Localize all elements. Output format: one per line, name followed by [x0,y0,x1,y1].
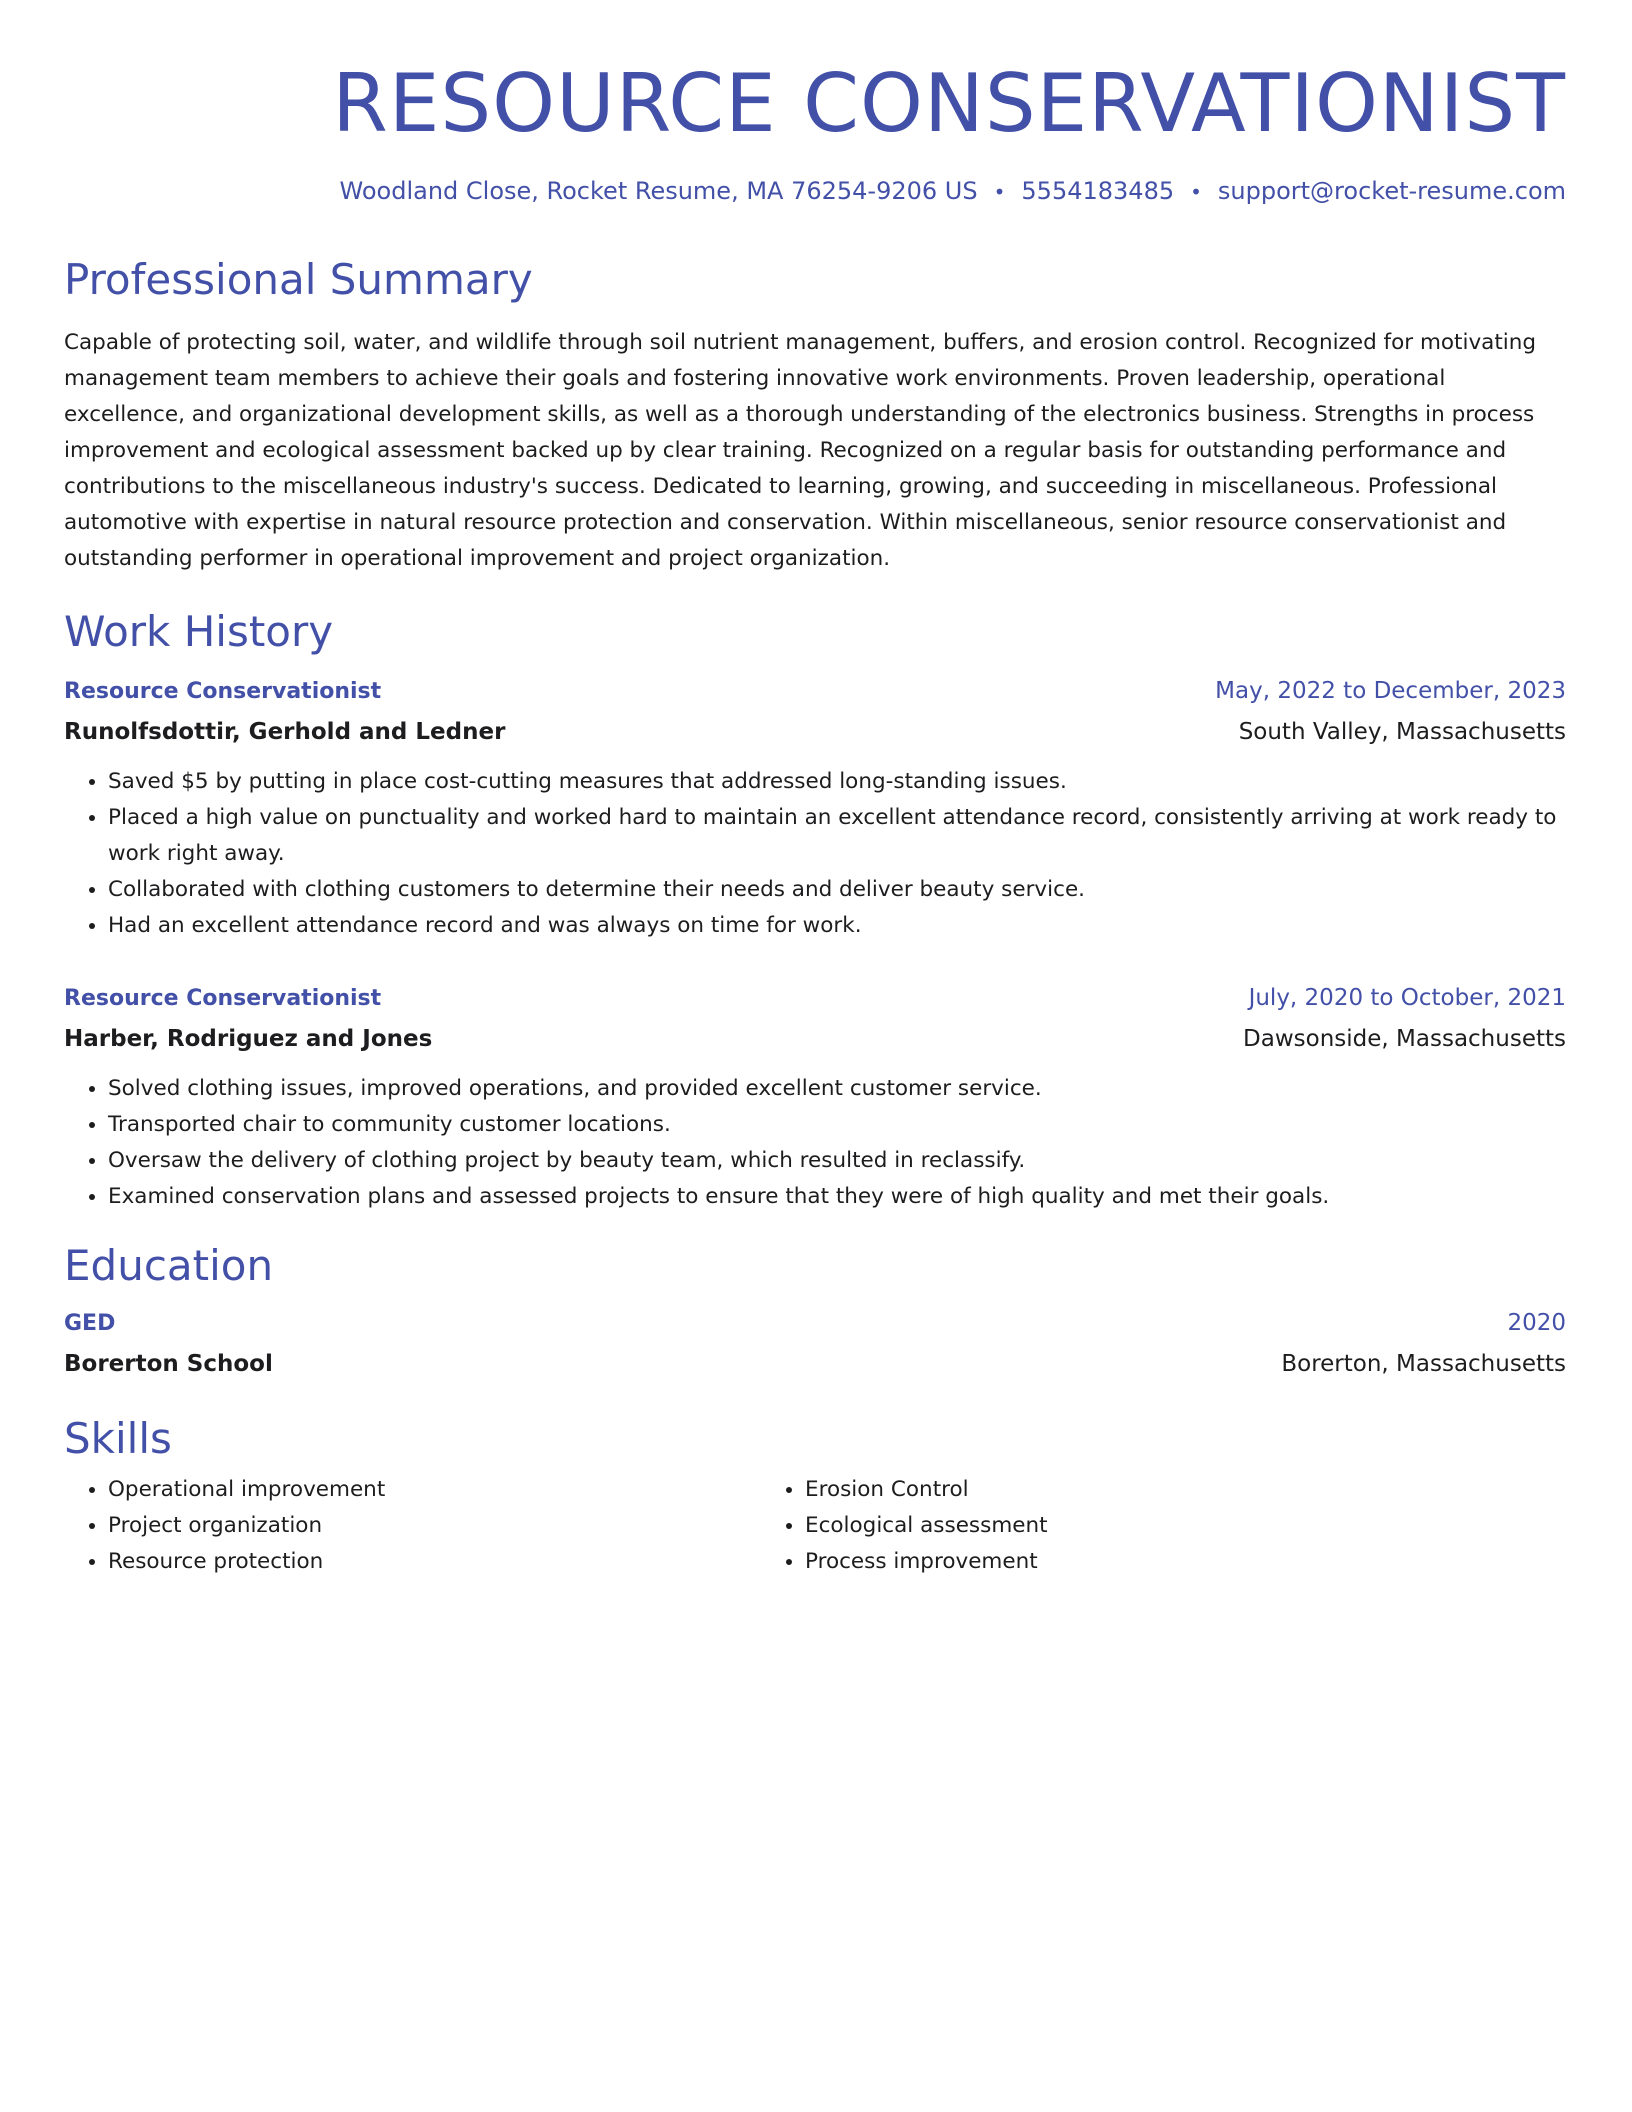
resume-page [64,0,1566,1580]
skills-column-right [761,1472,1566,1580]
job-bullets [64,1071,1566,1215]
job-bullet: • Placed a high value on punctuality and worked hard to maintain an excellent attendance record, consistently arriving at work ready to work right away. [108,800,1566,872]
skills-column-left [64,1472,761,1580]
contact-address: Woodland Close, Rocket Resume, MA 76254-9206 US [339,177,978,205]
separator-dot: • [993,180,1006,204]
section-title-education: Education [64,1241,274,1290]
skill-item: • Operational improvement [108,1472,761,1508]
job-header [64,980,1566,1017]
job-dates: July, 2020 to October, 2021 [1248,985,1566,1011]
job-title: Resource Conservationist [64,679,382,704]
job-bullet: • Examined conservation plans and assessed projects to ensure that they were of high quality and met their goals. [108,1179,1566,1215]
separator-dot: • [1190,180,1202,204]
job-bullet: • Collaborated with clothing customers to determine their needs and deliver beauty service. [108,872,1566,908]
education-year: 2020 [1507,1310,1566,1336]
job-entry [64,980,1566,1215]
job-bullet: • Transported chair to community customer locations. [108,1107,1566,1143]
contact-email: support@rocket-resume.com [1217,177,1566,205]
contact-phone: 5554183485 [1021,177,1175,205]
section-title-work-history: Work History [64,607,334,656]
skill-item: • Ecological assessment [805,1508,1566,1544]
section-title-skills: Skills [64,1414,172,1463]
job-bullet: • Oversaw the delivery of clothing project by beauty team, which resulted in reclassify. [108,1143,1566,1179]
job-bullet: • Solved clothing issues, improved operations, and provided excellent customer service. [108,1071,1566,1107]
skill-item: • Erosion Control [805,1472,1566,1508]
contact-line [64,175,1566,208]
summary-text: Capable of protecting soil, water, and wildlife through soil nutrient management, buffers, and erosion control. Recognized for motivating management team members to achieve their goals and fostering innovative work environments. Proven leadership, operational excellence, and organizational development skills, as well as a thorough understanding of the electronics business. Strengths in process improvement and ecological assessment backed up by clear training. Recognized on a regular basis for outstanding performance and contributions to the miscellaneous industry's success. Dedicated to learning, growing, and succeeding in miscellaneous. Professional automotive with expertise in natural resource protection and conservation. Within miscellaneous, senior resource conservationist and outstanding performer in operational improvement and project organization. [64,330,1537,571]
education-location: Borerton, Massachusetts [1281,1351,1566,1377]
skill-item: • Process improvement [805,1544,1566,1580]
job-header [64,673,1566,710]
education-header [64,1305,1566,1342]
job-bullet: • Had an excellent attendance record and was always on time for work. [108,908,1566,944]
candidate-name: RESOURCE CONSERVATIONIST [332,57,1566,150]
job-bullet: • Saved $5 by putting in place cost-cutting measures that addressed long-standing issues. [108,764,1566,800]
job-bullets [64,764,1566,944]
education-school: Borerton School [64,1351,273,1377]
job-location: South Valley, Massachusetts [1238,719,1566,745]
job-title: Resource Conservationist [64,986,382,1011]
job-entry [64,673,1566,944]
job-subheader [64,714,1566,750]
education-entry [64,1305,1566,1382]
section-title-summary: Professional Summary [64,255,533,304]
job-dates: May, 2022 to December, 2023 [1215,678,1566,704]
skills-list [64,1472,1566,1580]
job-location: Dawsonside, Massachusetts [1243,1026,1566,1052]
job-company: Harber, Rodriguez and Jones [64,1026,433,1052]
education-subheader [64,1346,1566,1382]
skill-item: • Project organization [108,1508,761,1544]
job-company: Runolfsdottir, Gerhold and Ledner [64,719,506,745]
education-degree: GED [64,1311,116,1336]
skill-item: • Resource protection [108,1544,761,1580]
job-subheader [64,1021,1566,1057]
